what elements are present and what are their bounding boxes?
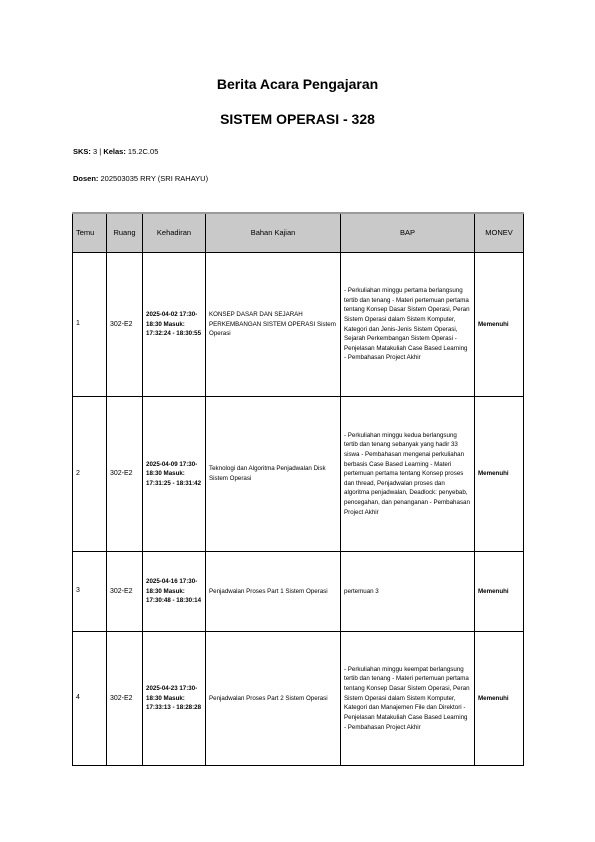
dosen-value: 202503035 RRY (SRI RAHAYU) [100,174,209,183]
cell-bahan-kajian: Teknologi dan Algoritma Penjadwalan Disk Sistem Operasi [206,397,341,552]
cell-bahan-kajian: KONSEP DASAR DAN SEJARAH PERKEMBANGAN SISTEM OPERASI Sistem Operasi [206,253,341,397]
col-header-ruang: Ruang [107,213,143,253]
cell-monev: Memenuhi [475,397,524,552]
sks-kelas-line [73,147,158,156]
col-header-kehadiran: Kehadiran [143,213,206,253]
cell-monev: Memenuhi [475,253,524,397]
cell-kehadiran: 2025-04-23 17:30-18:30 Masuk: 17:33:13 - 18:28:28 [143,632,206,766]
cell-kehadiran: 2025-04-02 17:30-18:30 Masuk: 17:32:24 - 18:30:55 [143,253,206,397]
dosen-label: Dosen: [73,174,99,183]
kelas-label: Kelas: [103,147,126,156]
cell-kehadiran: 2025-04-09 17:30-18:30 Masuk: 17:31:25 - 18:31:42 [143,397,206,552]
cell-kehadiran: 2025-04-16 17:30-18:30 Masuk: 17:30:48 - 18:30:14 [143,552,206,632]
table-row [73,253,524,397]
cell-ruang: 302-E2 [107,253,143,397]
cell-temu: 4 [73,632,107,766]
dosen-line [73,174,208,183]
page-title: Berita Acara Pengajaran [216,76,379,92]
col-header-bahan-kajian: Bahan Kajian [206,213,341,253]
table-row [73,552,524,632]
cell-bahan-kajian: Penjadwalan Proses Part 1 Sistem Operasi [206,552,341,632]
cell-temu: 2 [73,397,107,552]
cell-ruang: 302-E2 [107,552,143,632]
table-row [73,632,524,766]
cell-monev: Memenuhi [475,632,524,766]
cell-ruang: 302-E2 [107,397,143,552]
cell-ruang: 302-E2 [107,632,143,766]
cell-temu: 1 [73,253,107,397]
cell-bap: - Perkuliahan minggu pertama berlangsung tertib dan tenang - Materi pertemuan pertama tentang Konsep Dasar Sistem Operasi, Peran Sistem Operasi dalam Sistem Komputer, Kategori dan Jenis-Jenis Sistem Operasi, Sejarah Perkembangan Sistem Operasi - Penjelasan Matakuliah Case Based Learning - Pembahasan Project Akhir [341,253,475,397]
table-row [73,397,524,552]
sks-label: SKS: [73,147,91,156]
col-header-bap: BAP [341,213,475,253]
bap-table [72,212,524,766]
meta-separator: | [97,147,104,156]
col-header-monev: MONEV [475,213,524,253]
cell-monev: Memenuhi [475,552,524,632]
cell-bap: - Perkuliahan minggu kedua berlangsung tertib dan tenang sebanyak yang hadir 33 siswa - Pembahasan mengenai perkuliahan berbasis Case Based Learning - Materi pertemuan pertama tentang Konsep proses dan thread, Penjadwalan proses dan algoritma penjadwalan, Deadlock: penyebab, pencegahan, dan penanganan - Pembahasan Project Akhir [341,397,475,552]
table-header-row [73,213,524,253]
cell-bap: - Perkuliahan minggu keempat berlangsung tertib dan tenang - Materi pertemuan pertama tentang Konsep Dasar Sistem Operasi, Peran Sistem Operasi dalam Sistem Komputer, Kategori dan Manajemen File dan Direktori - Penjelasan Matakuliah Case Based Learning - Pembahasan Project Akhir [341,632,475,766]
course-title: SISTEM OPERASI - 328 [220,111,375,127]
cell-bahan-kajian: Penjadwalan Proses Part 2 Sistem Operasi [206,632,341,766]
sks-value: 3 [93,147,98,156]
cell-temu: 3 [73,552,107,632]
cell-bap: pertemuan 3 [341,552,475,632]
kelas-value: 15.2C.05 [127,147,159,156]
col-header-temu: Temu [73,213,107,253]
